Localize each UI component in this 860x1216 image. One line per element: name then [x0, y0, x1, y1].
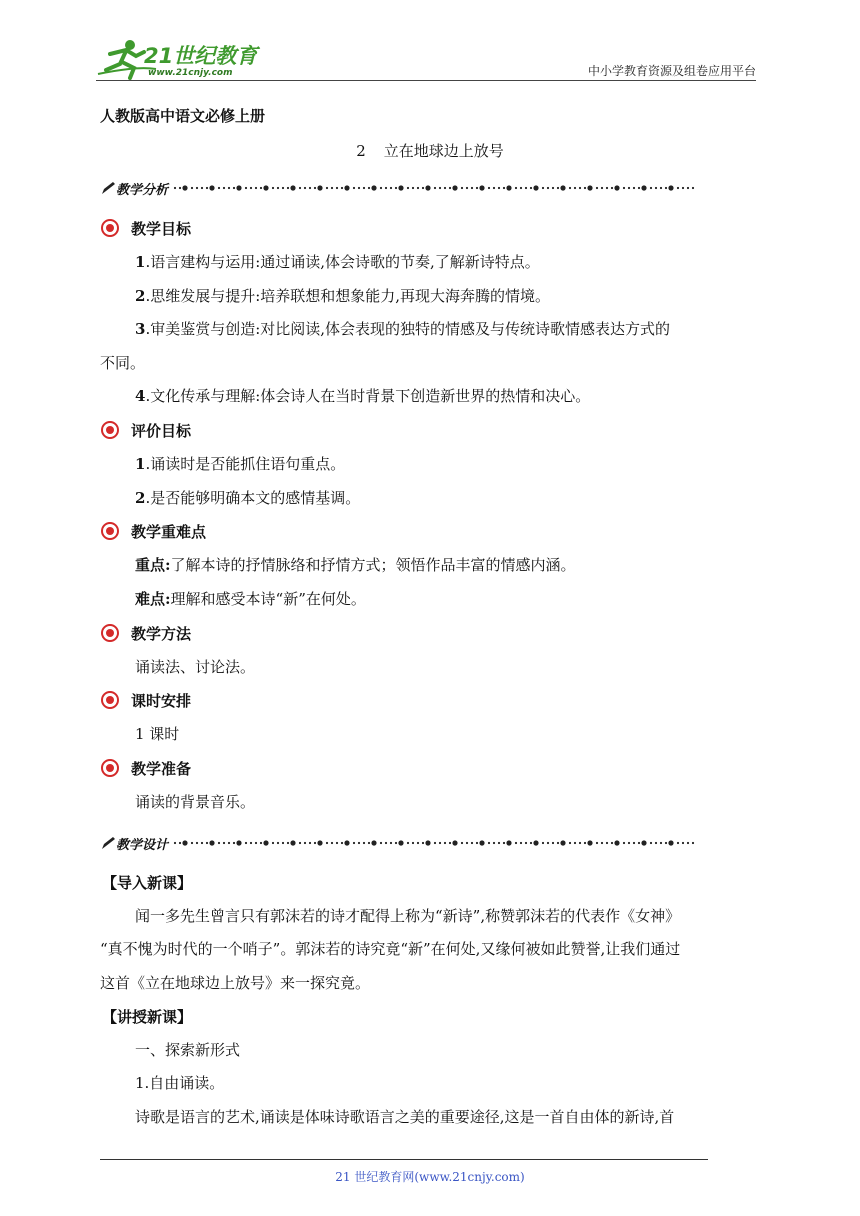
section-evaluation: 评价目标 — [100, 420, 191, 440]
intro-line: 闻一多先生曾言只有郭沫若的诗才配得上称为“新诗”,称赞郭沫若的代表作《女神》 — [135, 907, 681, 925]
platform-name: 中小学教育资源及组卷应用平台 — [587, 64, 756, 78]
target-bullet-icon — [100, 218, 120, 238]
goal-item: 4.文化传承与理解:体会诗人在当时背景下创造新世界的热情和决心。 — [135, 387, 591, 405]
target-bullet-icon — [100, 420, 120, 440]
focus-line: 重点:了解本诗的抒情脉络和抒情方式；领悟作品丰富的情感内涵。 — [135, 556, 576, 574]
target-bullet-icon — [100, 758, 120, 778]
book-title: 人教版高中语文必修上册 — [100, 107, 266, 125]
goal-item: 3.审美鉴赏与创造:对比阅读,体会表现的独特的情感及与传统诗歌情感表达方式的 — [135, 320, 671, 338]
evaluation-item: 2.是否能够明确本文的感情基调。 — [135, 489, 361, 507]
schedule-text: 1 课时 — [135, 725, 180, 743]
site-logo — [96, 36, 266, 80]
footer-link[interactable]: 21 世纪教育网(www.21cnjy.com) — [335, 1170, 525, 1184]
method-text: 诵读法、讨论法。 — [135, 658, 256, 676]
dotted-rule — [172, 184, 700, 192]
footer-divider — [100, 1159, 708, 1160]
header-divider — [96, 80, 756, 81]
svg-text:21世纪教育: 21世纪教育 — [144, 44, 258, 68]
design-divider: 教学设计 — [100, 835, 700, 851]
teach-step: 1.自由诵读。 — [135, 1074, 225, 1092]
section-schedule: 课时安排 — [100, 690, 191, 710]
difficulty-line: 难点:理解和感受本诗“新”在何处。 — [135, 590, 366, 608]
pen-icon — [100, 836, 116, 850]
goal-item: 2.思维发展与提升:培养联想和想象能力,再现大海奔腾的情境。 — [135, 287, 551, 305]
svg-text:www.21cnjy.com: www.21cnjy.com — [148, 68, 233, 78]
section-goals: 教学目标 — [100, 218, 191, 238]
target-bullet-icon — [100, 690, 120, 710]
evaluation-item: 1.诵读时是否能抓住语句重点。 — [135, 455, 346, 473]
teach-subheading: 一、探索新形式 — [135, 1041, 241, 1059]
dotted-rule — [172, 839, 700, 847]
runner-logo-icon — [96, 36, 266, 80]
section-preparation: 教学准备 — [100, 758, 191, 778]
goal-item: 1.语言建构与运用:通过诵读,体会诗歌的节奏,了解新诗特点。 — [135, 253, 540, 271]
section-key-points: 教学重难点 — [100, 521, 206, 541]
intro-line: “真不愧为时代的一个哨子”。郭沫若的诗究竟“新”在何处,又缘何被如此赞誉,让我们通过 — [100, 940, 681, 958]
intro-line: 这首《立在地球边上放号》来一探究竟。 — [100, 974, 371, 992]
preparation-text: 诵读的背景音乐。 — [135, 793, 256, 811]
target-bullet-icon — [100, 623, 120, 643]
teach-paragraph: 诗歌是语言的艺术,诵读是体味诗歌语言之美的重要途径,这是一首自由体的新诗,首 — [135, 1108, 675, 1126]
goal-item-continued: 不同。 — [100, 354, 146, 372]
lesson-title: 2 立在地球边上放号 — [356, 142, 504, 160]
section-method: 教学方法 — [100, 623, 191, 643]
teach-heading: 【讲授新课】 — [102, 1008, 193, 1026]
target-bullet-icon — [100, 521, 120, 541]
pen-icon — [100, 181, 116, 195]
analysis-divider: 教学分析 — [100, 180, 700, 196]
intro-heading: 【导入新课】 — [102, 874, 193, 892]
